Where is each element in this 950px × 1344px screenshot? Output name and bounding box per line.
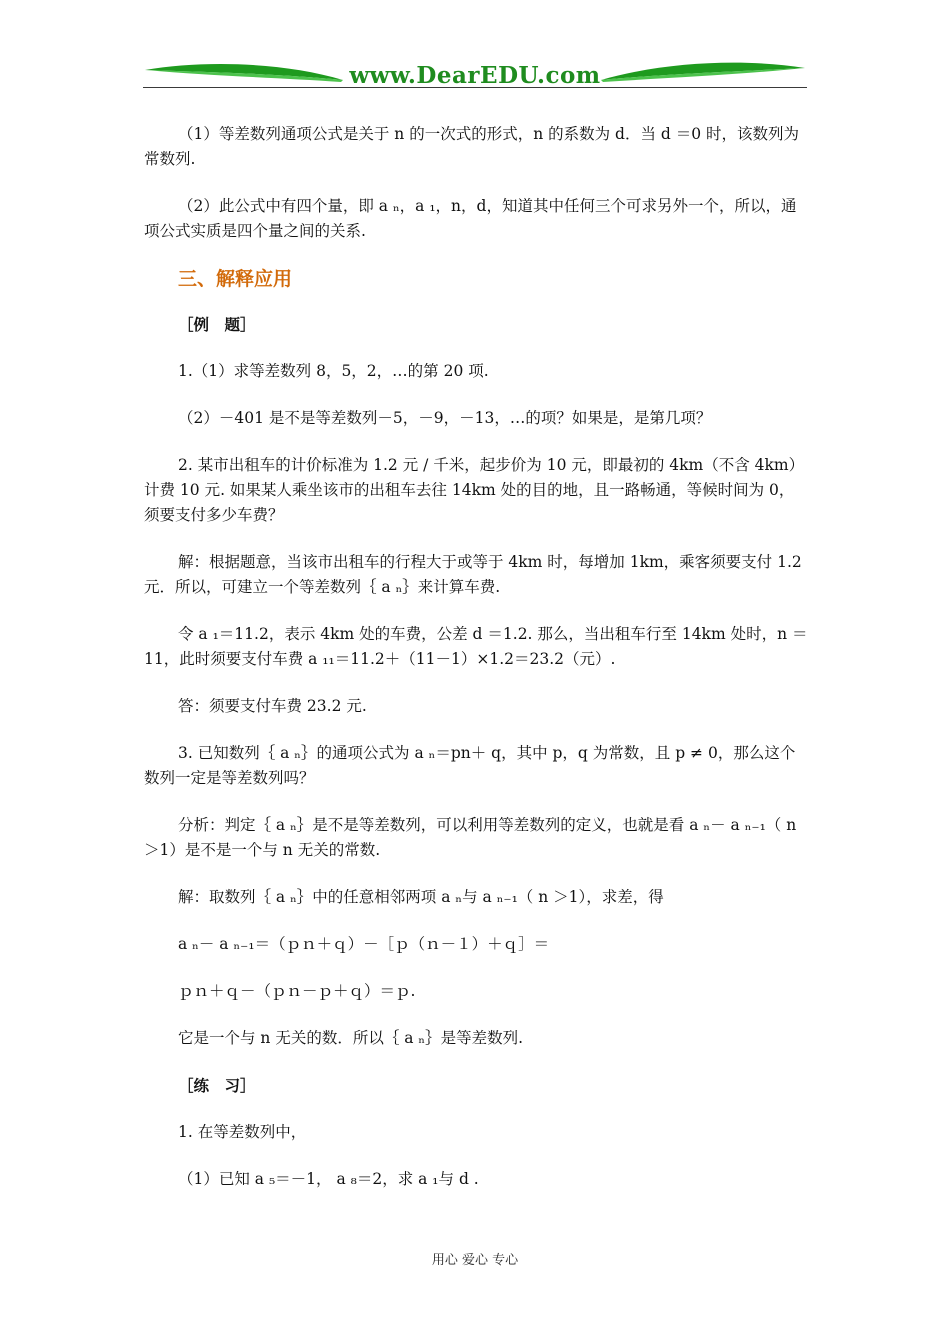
example-3-solution: 解：取数列｛ a ₙ｝中的任意相邻两项 a ₙ与 a ₙ₋₁（ n ＞1），求差，得 [178, 888, 664, 906]
example-3-analysis: 分析：判定｛ a ₙ｝是不是等差数列，可以利用等差数列的定义，也就是看 a ₙ－ a ₙ₋₁（ n ＞1）是不是一个与 n 无关的常数. [144, 816, 797, 859]
site-logo-text: www.DearEDU.com [349, 62, 601, 89]
example-heading: ［例 题］ [178, 315, 256, 334]
practice-1: 1. 在等差数列中， [178, 1123, 307, 1141]
example-3-question: 3. 已知数列｛ a ₙ｝的通项公式为 a ₙ＝pn＋ q，其中 p，q 为常数，且 p ≠ 0，那么这个数列一定是等差数列吗？ [144, 744, 796, 787]
example-1-part-2: （2）－401 是不是等差数列－5，－9，－13，…的项？如果是，是第几项？ [178, 409, 712, 427]
example-2-solution-2: 令 a ₁＝11.2，表示 4km 处的车费，公差 d ＝1.2. 那么，当出租车行至 14km 处时，n ＝11，此时须要支付车费 a ₁₁＝11.2＋（11－1）×1.2＝23.2（元）. [144, 625, 808, 668]
header-divider [143, 87, 807, 88]
example-2-answer: 答：须要支付车费 23.2 元. [178, 697, 367, 715]
practice-1-part-1: （1）已知 a ₅＝－1， a ₈＝2，求 a ₁与 d . [178, 1170, 479, 1188]
example-3-equation-1: a ₙ－ a ₙ₋₁＝（ｐｎ＋ｑ）－［ｐ（ｎ－１）＋ｑ］＝ [178, 935, 550, 953]
example-2-question: 2. 某市出租车的计价标准为 1.2 元 / 千米，起步价为 10 元，即最初的 4km（不含 4km）计费 10 元. 如果某人乘坐该市的出租车去往 14km 处的目的地，且一路畅通，等候时间为 0，须要支付多少车费？ [144, 456, 805, 524]
document-body [144, 122, 808, 1192]
page-footer: 用心 爱心 专心 [431, 1253, 519, 1268]
example-2-solution-1: 解：根据题意，当该市出租车的行程大于或等于 4km 时，每增加 1km，乘客须要支付 1.2 元．所以，可建立一个等差数列｛ a ₙ｝来计算车费. [144, 553, 802, 596]
header-banner [143, 58, 807, 94]
example-1-part-1: 1.（1）求等差数列 8，5，2，…的第 20 项. [178, 362, 489, 380]
section-title: 三、解释应用 [178, 268, 293, 290]
example-3-equation-2: ｐｎ＋ｑ－（ｐｎ－ｐ＋ｑ）＝ｐ. [178, 982, 416, 1000]
paragraph-note-2: （2）此公式中有四个量，即 a ₙ，a ₁，n，d，知道其中任何三个可求另外一个，所以，通项公式实质是四个量之间的关系. [144, 197, 797, 240]
practice-heading: ［练 习］ [178, 1076, 256, 1095]
example-3-conclusion: 它是一个与 n 无关的数．所以｛ a ₙ｝是等差数列. [178, 1029, 524, 1047]
paragraph-note-1: （1）等差数列通项公式是关于 n 的一次式的形式，n 的系数为 d．当 d ＝0 时，该数列为常数列. [144, 125, 800, 168]
